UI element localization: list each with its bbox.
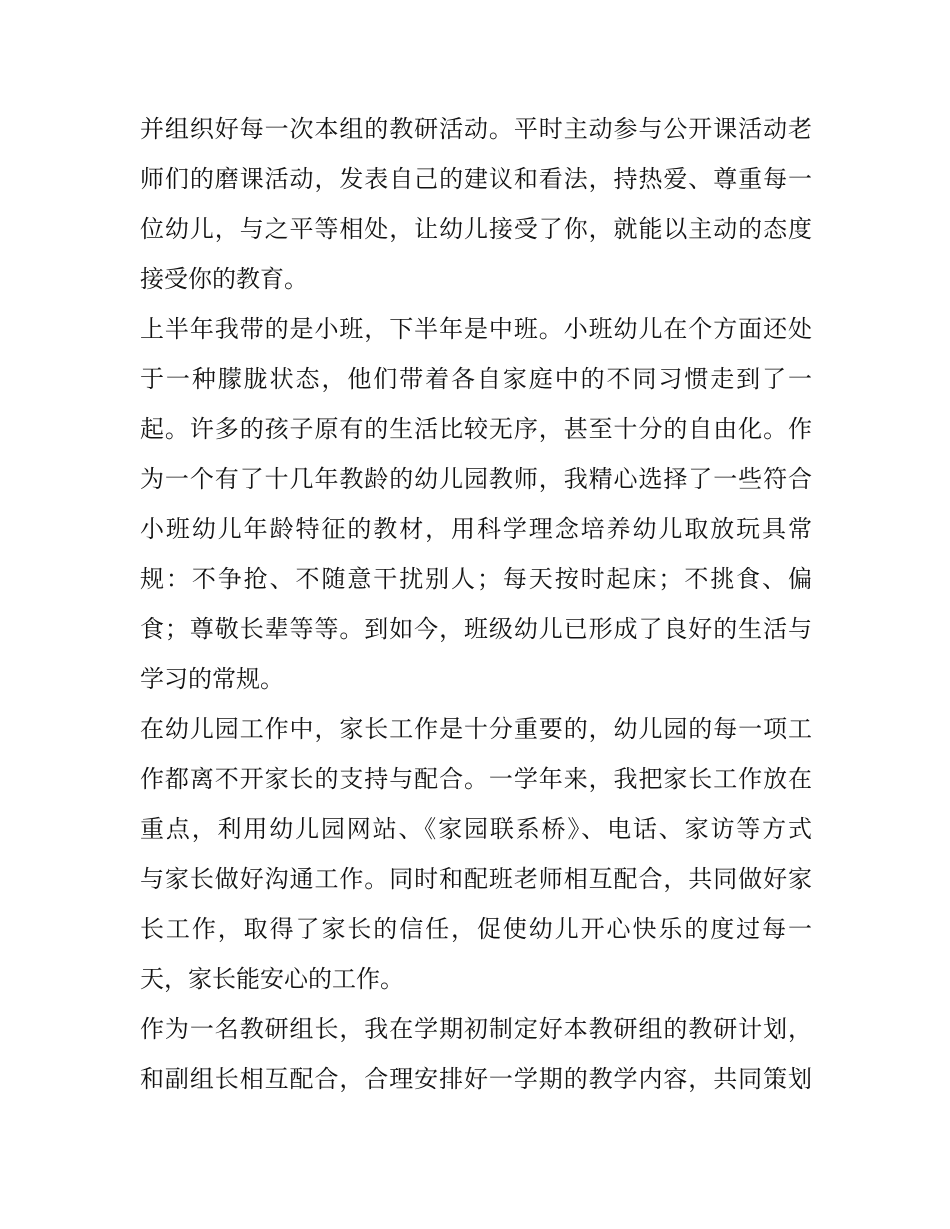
text-line: 在幼儿园工作中，家长工作是十分重要的，幼儿园的每一项工 xyxy=(140,715,812,743)
text-line: 作为一名教研组长，我在学期初制定好本教研组的教研计划， xyxy=(140,1015,812,1043)
text-line: 并组织好每一次本组的教研活动。平时主动参与公开课活动老 xyxy=(140,115,812,143)
text-line: 小班幼儿年龄特征的教材，用科学理念培养幼儿取放玩具常 xyxy=(140,515,812,543)
text-line: 规：不争抢、不随意干扰别人；每天按时起床；不挑食、偏 xyxy=(140,565,812,593)
body-text xyxy=(140,104,812,1104)
text-line: 天，家长能安心的工作。 xyxy=(140,965,404,993)
text-line: 于一种朦胧状态，他们带着各自家庭中的不同习惯走到了一 xyxy=(140,365,812,393)
text-line: 上半年我带的是小班，下半年是中班。小班幼儿在个方面还处 xyxy=(140,315,812,343)
paragraph-4 xyxy=(140,1004,812,1104)
text-line: 位幼儿，与之平等相处，让幼儿接受了你，就能以主动的态度 xyxy=(140,215,812,243)
paragraph-3 xyxy=(140,704,812,1004)
text-line: 和副组长相互配合，合理安排好一学期的教学内容，共同策划 xyxy=(140,1065,812,1093)
paragraph-2 xyxy=(140,304,812,704)
text-line: 重点，利用幼儿园网站、《家园联系桥》、电话、家访等方式 xyxy=(140,815,812,843)
text-line: 接受你的教育。 xyxy=(140,265,308,293)
text-line: 学习的常规。 xyxy=(140,665,284,693)
paragraph-1 xyxy=(140,104,812,304)
text-line: 食；尊敬长辈等等。到如今，班级幼儿已形成了良好的生活与 xyxy=(140,615,812,643)
text-line: 师们的磨课活动，发表自己的建议和看法，持热爱、尊重每一 xyxy=(140,165,812,193)
text-line: 作都离不开家长的支持与配合。一学年来，我把家长工作放在 xyxy=(140,765,812,793)
text-line: 长工作，取得了家长的信任，促使幼儿开心快乐的度过每一 xyxy=(140,915,812,943)
text-line: 与家长做好沟通工作。同时和配班老师相互配合，共同做好家 xyxy=(140,865,812,893)
text-line: 起。许多的孩子原有的生活比较无序，甚至十分的自由化。作 xyxy=(140,415,812,443)
text-line: 为一个有了十几年教龄的幼儿园教师，我精心选择了一些符合 xyxy=(140,465,812,493)
